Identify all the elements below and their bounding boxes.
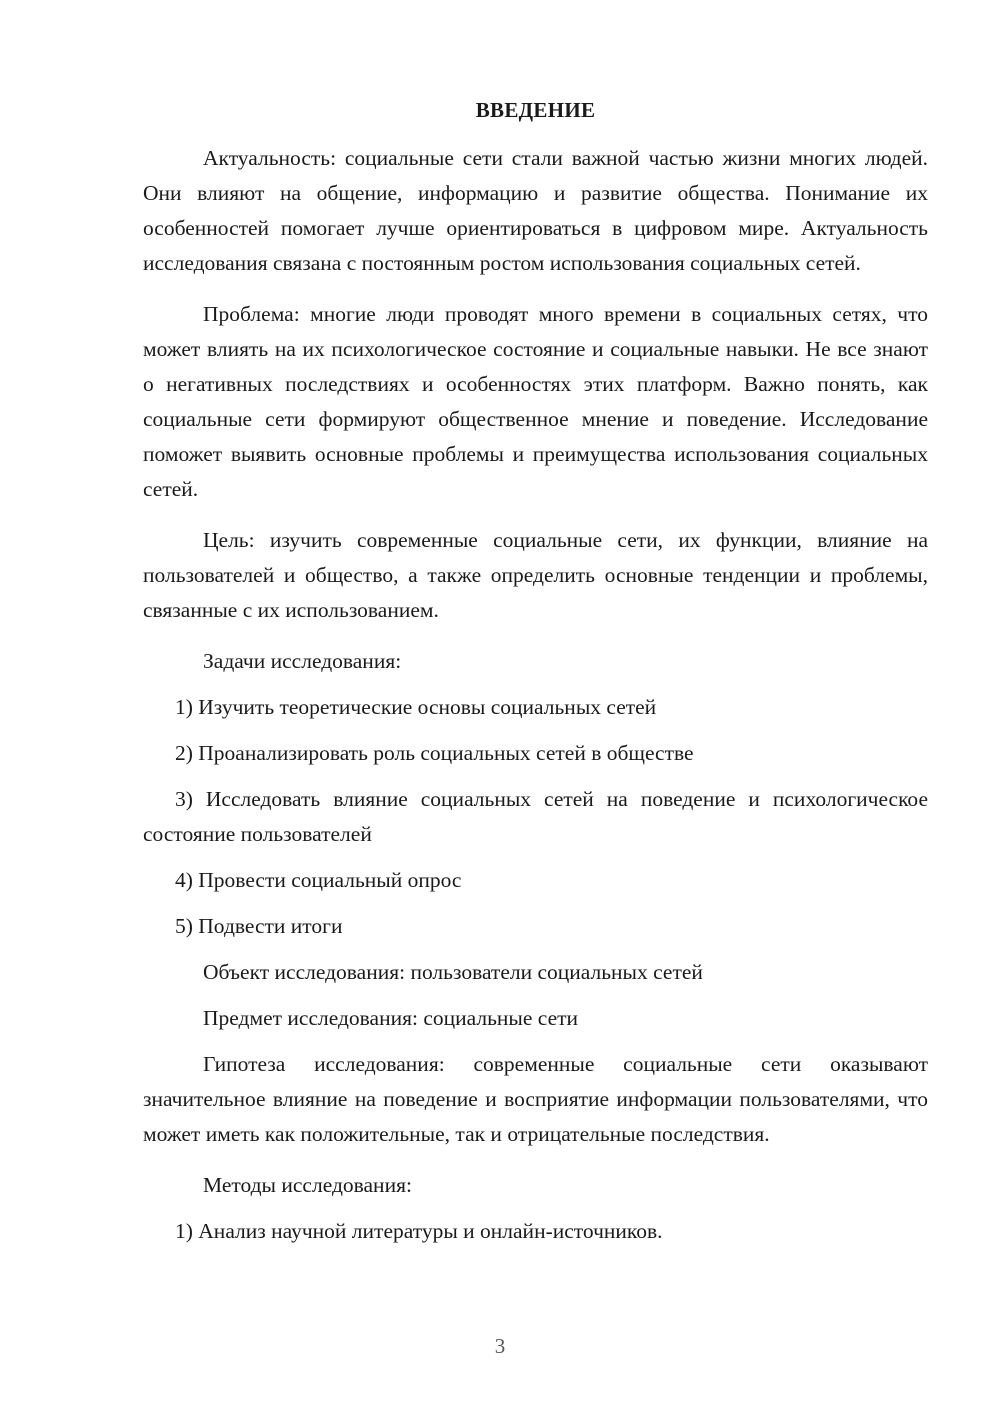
document-page xyxy=(143,95,928,1260)
task-item: 3) Исследовать влияние социальных сетей на поведение и психологическое состояние пользователей xyxy=(143,787,928,846)
goal-paragraph: Цель: изучить современные социальные сети, их функции, влияние на пользователей и общество, а также определить основные тенденции и проблемы, связанные с их использованием. xyxy=(143,528,928,622)
subject-line: Предмет исследования: социальные сети xyxy=(203,1006,579,1030)
problem-paragraph: Проблема: многие люди проводят много времени в социальных сетях, что может влиять на их психологическое состояние и социальные навыки. Не все знают о негативных последствиях и особенностях этих платформ. Важно понять, как социальные сети формируют общественное мнение и поведение. Исследование поможет выявить основные проблемы и преимущества использования социальных сетей. xyxy=(143,302,928,501)
task-item: 1) Изучить теоретические основы социальных сетей xyxy=(175,695,657,719)
object-line: Объект исследования: пользователи социальных сетей xyxy=(203,960,703,984)
relevance-paragraph: Актуальность: социальные сети стали важной частью жизни многих людей. Они влияют на общение, информацию и развитие общества. Понимание их особенностей помогает лучше ориентироваться в цифровом мире. Актуальность исследования связана с постоянным ростом использования социальных сетей. xyxy=(143,146,928,275)
page-number: 3 xyxy=(494,1334,506,1358)
section-title: ВВЕДЕНИЕ xyxy=(475,98,596,122)
hypothesis-paragraph: Гипотеза исследования: современные социальные сети оказывают значительное влияние на поведение и восприятие информации пользователями, что может иметь как положительные, так и отрицательные последствия. xyxy=(143,1052,928,1146)
task-item: 5) Подвести итоги xyxy=(175,914,343,938)
methods-heading: Методы исследования: xyxy=(203,1173,412,1197)
task-item: 2) Проанализировать роль социальных сетей в обществе xyxy=(175,741,694,765)
task-item: 4) Провести социальный опрос xyxy=(175,868,462,892)
method-item: 1) Анализ научной литературы и онлайн-источников. xyxy=(175,1219,663,1243)
methods-list xyxy=(143,1214,928,1249)
tasks-heading: Задачи исследования: xyxy=(203,649,402,673)
tasks-list xyxy=(143,690,928,944)
